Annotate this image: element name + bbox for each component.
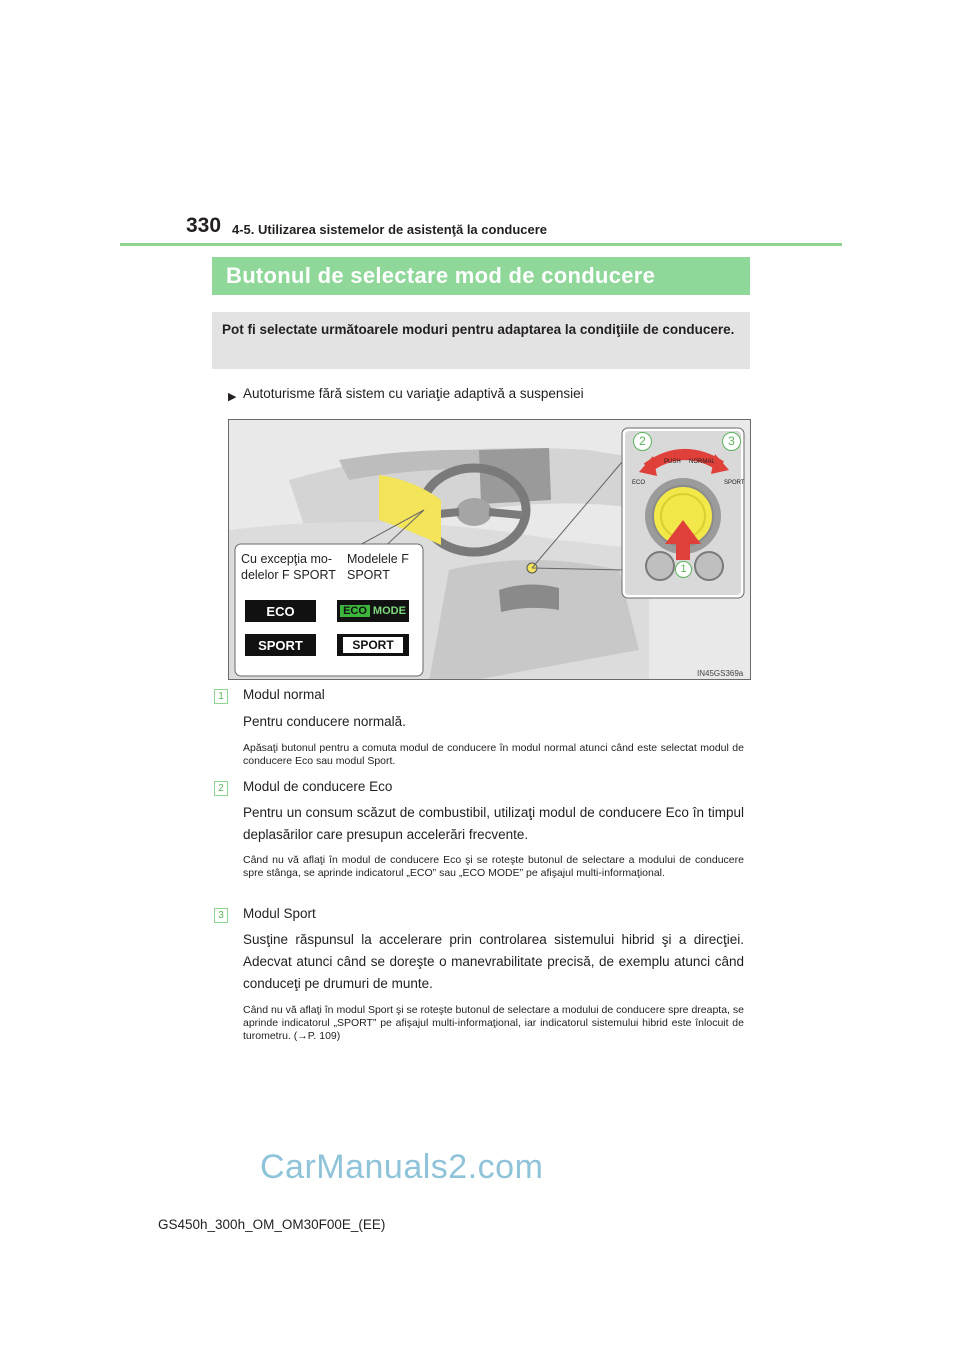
section-title: 4-5. Utilizarea sistemelor de asistenţă la conducere (232, 222, 548, 237)
item-body: Susţine răspunsul la accelerare prin controlarea sistemului hibrid şi a direcţiei. Adecvat atunci când se doreşte o manevrabilitate precisă, de exemplu atunci când conduceţi pe drumuri de munte. (243, 932, 744, 991)
illustration-code: IN45GS369a (697, 669, 744, 678)
bullet-text: Autoturisme fără sistem cu variaţie adaptivă a suspensiei (243, 386, 584, 401)
item-title: Modul Sport (243, 906, 316, 921)
callout-3: 3 (722, 432, 741, 451)
item-note: Apăsaţi butonul pentru a comuta modul de conducere în modul normal atunci când este selectat modul de conducere Eco sau modul Sport. (243, 742, 744, 767)
dashboard-illustration (228, 419, 751, 680)
header-rule (120, 243, 842, 246)
eco-mode-display (337, 600, 409, 622)
knob-eco-label: ECO (632, 480, 646, 486)
callout-1: 1 (675, 561, 692, 578)
triangle-bullet-icon: ▶ (228, 391, 237, 403)
page-number: 330 (186, 214, 222, 237)
item-body: Pentru un consum scăzut de combustibil, utilizaţi modul de conducere Eco în timpul deplasărilor care presupun accelerări frecvente. (243, 805, 744, 842)
eco-display-text: ECO (266, 603, 295, 619)
footer-code: GS450h_300h_OM_OM30F00E_(EE) (158, 1217, 386, 1232)
item-title: Modul de conducere Eco (243, 779, 393, 794)
eco-display (245, 600, 316, 622)
watermark: CarManuals2.com (260, 1148, 544, 1186)
knob-push-label: PUSH (664, 459, 681, 465)
intro-text: Pot fi selectate următoarele moduri pentru adaptarea la condiţiile de conducere. (222, 322, 735, 337)
page-title: Butonul de selectare mod de conducere (226, 263, 656, 288)
item-body: Pentru conducere normală. (243, 714, 406, 729)
item-number: 1 (214, 689, 228, 704)
knob-normal-label: NORMAL (689, 459, 715, 465)
sport-f-display (337, 634, 409, 656)
knob-sport-label: SPORT (724, 480, 745, 486)
sport-display-text: SPORT (258, 637, 303, 653)
eco-chip: ECO (340, 605, 370, 617)
intro-box (212, 312, 750, 369)
sport-display (245, 634, 316, 656)
sport-chip: SPORT (343, 637, 403, 653)
title-bar (212, 257, 750, 295)
item-note: Când nu vă aflaţi în modul de conducere Eco şi se roteşte butonul de selectare a modului de conducere spre stânga, se aprinde indicatorul „ECO” sau „ECO MODE” pe afişajul multi-informaţional. (243, 854, 744, 879)
label-f-sport: Modelele F SPORT (347, 552, 409, 582)
callout-2: 2 (633, 432, 652, 451)
item-number: 3 (214, 908, 228, 923)
mode-chip: MODE (372, 605, 406, 617)
item-note: Când nu vă aflaţi în modul Sport şi se roteşte butonul de selectare a modului de conducere spre dreapta, se aprinde indicatorul „SPORT” pe afişajul multi-informaţional, iar indicatorul sistemului hibrid este înlocuit de turometru. (→P. 109) (243, 1004, 744, 1042)
label-except-f-sport: Cu excepţia mo-delelor F SPORT (241, 552, 336, 582)
item-number: 2 (214, 781, 228, 796)
item-title: Modul normal (243, 687, 325, 702)
